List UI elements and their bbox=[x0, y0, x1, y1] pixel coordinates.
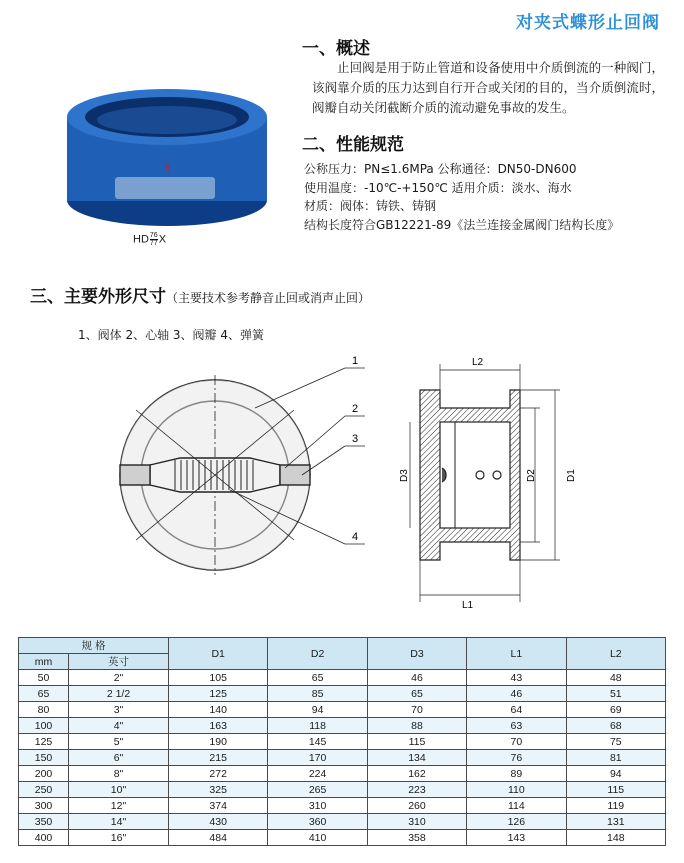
cell-l2: 69 bbox=[566, 702, 665, 718]
table-row bbox=[19, 686, 666, 702]
cell-d1: 374 bbox=[169, 798, 268, 814]
caption-suffix: X bbox=[158, 233, 167, 246]
cell-d3: 358 bbox=[367, 830, 466, 846]
document-title: 对夹式蝶形止回阀 bbox=[516, 13, 660, 33]
dim-l2: L2 bbox=[472, 357, 484, 368]
inch-header: 英寸 bbox=[69, 654, 169, 670]
cell-inch: 2 1/2 bbox=[69, 686, 169, 702]
mm-header: mm bbox=[19, 654, 69, 670]
cell-d2: 310 bbox=[268, 798, 367, 814]
cell-mm: 350 bbox=[19, 814, 69, 830]
valve-product-image bbox=[60, 82, 275, 232]
spec-line: 结构长度符合GB12221-89《法兰连接金属阀门结构长度》 bbox=[304, 217, 620, 232]
cell-l2: 148 bbox=[566, 830, 665, 846]
section-dimensions-note: （主要技术参考静音止回或消声止回） bbox=[166, 291, 371, 305]
cell-d1: 215 bbox=[169, 750, 268, 766]
spec-header: 规 格 bbox=[19, 638, 169, 654]
cell-inch: 4" bbox=[69, 718, 169, 734]
product-model-caption bbox=[133, 232, 166, 247]
section-overview-heading: 一、概述 bbox=[302, 39, 370, 59]
table-row bbox=[19, 718, 666, 734]
cell-l2: 68 bbox=[566, 718, 665, 734]
cell-l2: 94 bbox=[566, 766, 665, 782]
dimension-table bbox=[18, 637, 666, 846]
front-view bbox=[120, 375, 310, 575]
cell-inch: 8" bbox=[69, 766, 169, 782]
cell-d3: 162 bbox=[367, 766, 466, 782]
cell-d2: 410 bbox=[268, 830, 367, 846]
cell-d3: 310 bbox=[367, 814, 466, 830]
table-body bbox=[19, 670, 666, 846]
spec-line: 公称压力：PN≤1.6MPa 公称通径：DN50-DN600 bbox=[304, 162, 577, 176]
cell-mm: 400 bbox=[19, 830, 69, 846]
cell-l1: 63 bbox=[467, 718, 566, 734]
side-section-view bbox=[420, 390, 520, 560]
col-header-d2: D2 bbox=[268, 638, 367, 670]
cell-d1: 105 bbox=[169, 670, 268, 686]
cell-l1: 43 bbox=[467, 670, 566, 686]
callout-4: 4 bbox=[352, 531, 359, 543]
table-row bbox=[19, 702, 666, 718]
cell-d2: 85 bbox=[268, 686, 367, 702]
cell-mm: 80 bbox=[19, 702, 69, 718]
cell-mm: 300 bbox=[19, 798, 69, 814]
table-row bbox=[19, 734, 666, 750]
col-header-l1: L1 bbox=[467, 638, 566, 670]
shaft-right bbox=[280, 465, 310, 485]
cell-l1: 114 bbox=[467, 798, 566, 814]
cell-mm: 150 bbox=[19, 750, 69, 766]
technical-drawing bbox=[80, 350, 600, 612]
cell-d2: 65 bbox=[268, 670, 367, 686]
parts-legend: 1、阀体 2、心轴 3、阀瓣 4、弹簧 bbox=[78, 328, 264, 342]
cell-l1: 70 bbox=[467, 734, 566, 750]
cell-inch: 14" bbox=[69, 814, 169, 830]
cell-inch: 5" bbox=[69, 734, 169, 750]
cell-l2: 119 bbox=[566, 798, 665, 814]
table-row bbox=[19, 814, 666, 830]
dim-d3: D3 bbox=[399, 469, 410, 482]
cell-d1: 140 bbox=[169, 702, 268, 718]
cell-l2: 81 bbox=[566, 750, 665, 766]
cell-d3: 260 bbox=[367, 798, 466, 814]
cell-inch: 10" bbox=[69, 782, 169, 798]
cell-inch: 6" bbox=[69, 750, 169, 766]
table-row bbox=[19, 830, 666, 846]
cell-d2: 224 bbox=[268, 766, 367, 782]
cell-l1: 76 bbox=[467, 750, 566, 766]
shaft-left bbox=[120, 465, 150, 485]
valve-disc bbox=[97, 106, 237, 134]
callout-3: 3 bbox=[352, 433, 359, 445]
section-bore bbox=[440, 422, 510, 528]
cell-d2: 360 bbox=[268, 814, 367, 830]
valve-nameplate bbox=[115, 177, 215, 199]
cell-l2: 115 bbox=[566, 782, 665, 798]
cell-d1: 325 bbox=[169, 782, 268, 798]
cell-d3: 223 bbox=[367, 782, 466, 798]
cell-inch: 16" bbox=[69, 830, 169, 846]
callout-1: 1 bbox=[352, 355, 359, 367]
spec-line: 使用温度：-10℃-+150℃ 适用介质：淡水、海水 bbox=[304, 180, 572, 195]
cell-d3: 70 bbox=[367, 702, 466, 718]
cell-d1: 484 bbox=[169, 830, 268, 846]
col-header-d3: D3 bbox=[367, 638, 466, 670]
callout-2: 2 bbox=[352, 403, 359, 415]
cell-d1: 163 bbox=[169, 718, 268, 734]
cell-l1: 110 bbox=[467, 782, 566, 798]
cell-mm: 50 bbox=[19, 670, 69, 686]
cell-d3: 88 bbox=[367, 718, 466, 734]
cell-d2: 265 bbox=[268, 782, 367, 798]
cell-d2: 94 bbox=[268, 702, 367, 718]
cell-l1: 89 bbox=[467, 766, 566, 782]
cell-d3: 65 bbox=[367, 686, 466, 702]
dim-d2: D2 bbox=[526, 469, 537, 482]
cell-d1: 430 bbox=[169, 814, 268, 830]
cell-l1: 143 bbox=[467, 830, 566, 846]
cell-mm: 200 bbox=[19, 766, 69, 782]
cell-d2: 170 bbox=[268, 750, 367, 766]
cell-inch: 2" bbox=[69, 670, 169, 686]
cell-d1: 272 bbox=[169, 766, 268, 782]
cell-l2: 51 bbox=[566, 686, 665, 702]
cell-mm: 100 bbox=[19, 718, 69, 734]
specs-list bbox=[304, 160, 619, 234]
col-header-l2: L2 bbox=[566, 638, 665, 670]
cell-d3: 134 bbox=[367, 750, 466, 766]
table-row bbox=[19, 766, 666, 782]
cell-l2: 75 bbox=[566, 734, 665, 750]
caption-sub: 77 bbox=[149, 240, 158, 247]
cell-l1: 46 bbox=[467, 686, 566, 702]
cell-mm: 125 bbox=[19, 734, 69, 750]
dim-l1: L1 bbox=[462, 600, 474, 611]
section-specs-heading: 二、性能规范 bbox=[302, 135, 404, 155]
cell-d1: 125 bbox=[169, 686, 268, 702]
col-header-d1: D1 bbox=[169, 638, 268, 670]
cell-mm: 250 bbox=[19, 782, 69, 798]
table-row bbox=[19, 750, 666, 766]
table-row bbox=[19, 670, 666, 686]
caption-sup: 76 bbox=[149, 232, 158, 239]
cell-inch: 12" bbox=[69, 798, 169, 814]
cell-d1: 190 bbox=[169, 734, 268, 750]
cell-l2: 48 bbox=[566, 670, 665, 686]
cell-mm: 65 bbox=[19, 686, 69, 702]
section-overview-text: 止回阀是用于防止管道和设备使用中介质倒流的一种阀门，该阀靠介质的压力达到自行开合或关闭的目的，当介质倒流时，阀瓣自动关闭截断介质的流动避免事故的发生。 bbox=[312, 60, 664, 115]
valve-logo: ᛋ bbox=[164, 161, 172, 175]
section-dimensions-title: 三、主要外形尺寸 bbox=[30, 287, 166, 307]
cell-d3: 115 bbox=[367, 734, 466, 750]
cell-d3: 46 bbox=[367, 670, 466, 686]
table-row bbox=[19, 782, 666, 798]
cell-d2: 118 bbox=[268, 718, 367, 734]
caption-prefix: HD bbox=[133, 233, 149, 246]
dim-d1: D1 bbox=[566, 469, 577, 482]
spec-line: 材质：阀体：铸铁、铸钢 bbox=[304, 199, 437, 213]
section-dimensions-heading bbox=[30, 282, 370, 307]
cell-l1: 64 bbox=[467, 702, 566, 718]
cell-inch: 3" bbox=[69, 702, 169, 718]
cell-d2: 145 bbox=[268, 734, 367, 750]
table-row bbox=[19, 798, 666, 814]
cell-l1: 126 bbox=[467, 814, 566, 830]
cell-l2: 131 bbox=[566, 814, 665, 830]
